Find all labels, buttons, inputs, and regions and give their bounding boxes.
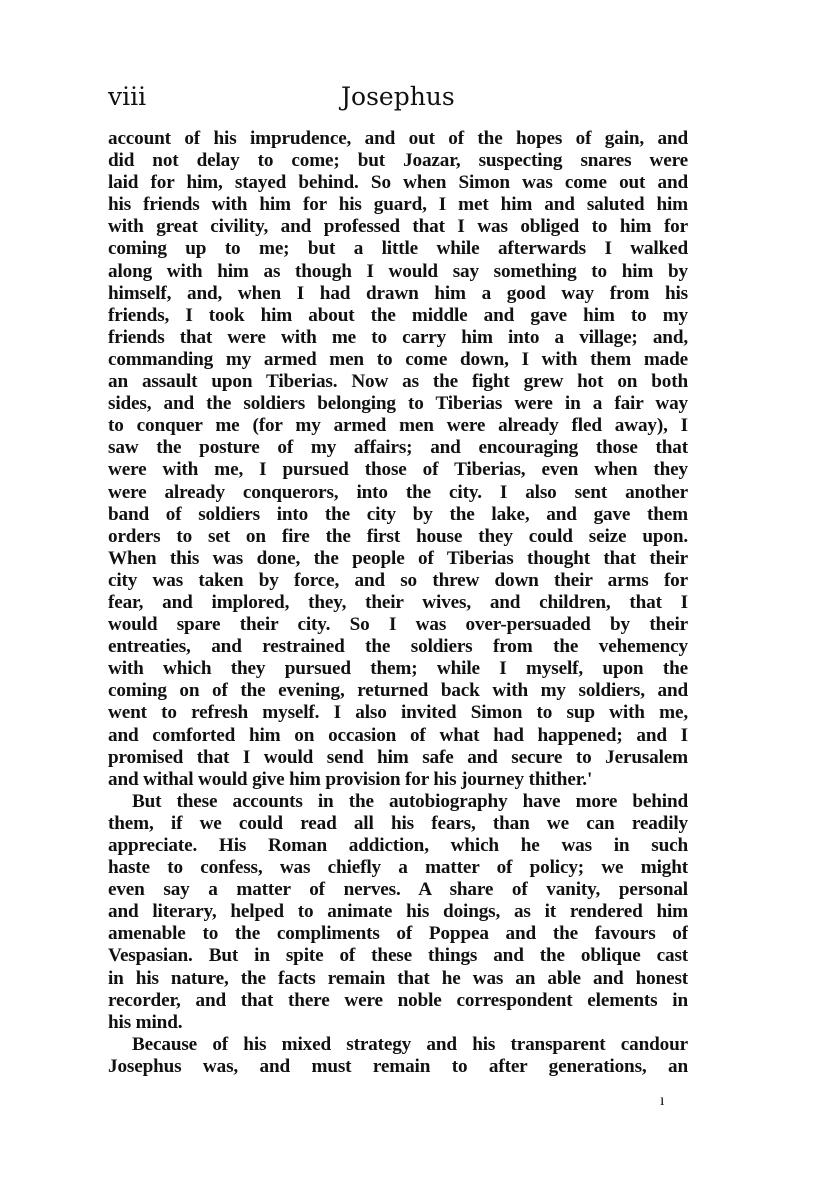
text-line: city was taken by force, and so threw down their arms for [108, 569, 688, 591]
text-line: fear, and implored, they, their wives, and children, that I [108, 591, 688, 613]
text-line: did not delay to come; but Joazar, suspecting snares were [108, 150, 688, 172]
text-line: friends, I took him about the middle and gave him to my [108, 304, 688, 326]
text-line: haste to confess, was chiefly a matter of policy; we might [108, 857, 688, 879]
text-line: coming up to me; but a little while afterwards I walked [108, 238, 688, 260]
text-line: and comforted him on occasion of what had happened; and I [108, 724, 688, 746]
footer-mark: ı [660, 1092, 665, 1109]
text-line: orders to set on fire the first house they could seize upon. [108, 525, 688, 547]
text-line: account of his imprudence, and out of the hopes of gain, and [108, 128, 688, 149]
text-line: in his nature, the facts remain that he was an able and honest [108, 967, 688, 989]
text-line: appreciate. His Roman addiction, which he was in such [108, 835, 688, 856]
text-line: saw the posture of my affairs; and encouraging those that [108, 437, 688, 459]
text-line: were already conquerors, into the city. I also sent another [108, 481, 688, 503]
text-line: with great civility, and professed that I was obliged to him for [108, 216, 688, 238]
text-line: Because of his mixed strategy and his transparent candour [132, 1033, 688, 1055]
text-line: and withal would give him provision for his journey thither.' [108, 768, 593, 790]
text-line: promised that I would send him safe and secure to Jerusalem [108, 746, 688, 768]
text-line: recorder, and that there were noble correspondent elements in [108, 989, 688, 1011]
text-line: coming on of the evening, returned back with my soldiers, and [108, 680, 688, 702]
page-number: viii [108, 82, 147, 111]
text-line: friends that were with me to carry him into a village; and, [108, 326, 688, 348]
text-line: were with me, I pursued those of Tiberias, even when they [108, 459, 688, 481]
text-line: them, if we could read all his fears, than we can readily [108, 812, 688, 834]
text-line: But these accounts in the autobiography have more behind [132, 790, 688, 812]
text-line: went to refresh myself. I also invited Simon to sup with me, [108, 702, 688, 724]
text-line: would spare their city. So I was over-persuaded by their [108, 614, 688, 636]
text-line: sides, and the soldiers belonging to Tiberias were in a fair way [108, 393, 688, 415]
text-line: to conquer me (for my armed men were already fled away), I [108, 415, 688, 437]
text-line: his mind. [108, 1011, 183, 1033]
body-text [108, 128, 688, 1078]
text-line: band of soldiers into the city by the lake, and gave them [108, 503, 688, 525]
page-header [108, 82, 708, 122]
text-line: Vespasian. But in spite of these things and the oblique cast [108, 945, 688, 967]
text-line: laid for him, stayed behind. So when Simon was come out and [108, 172, 688, 194]
text-line: his friends with him for his guard, I met him and saluted him [108, 194, 688, 216]
text-line: and literary, helped to animate his doings, as it rendered him [108, 901, 688, 923]
text-line: an assault upon Tiberias. Now as the fight grew hot on both [108, 371, 688, 393]
text-line: Josephus was, and must remain to after generations, an [108, 1055, 688, 1077]
text-line: amenable to the compliments of Poppea and the favours of [108, 923, 688, 945]
text-line: along with him as though I would say something to him by [108, 260, 688, 282]
running-title: Josephus [341, 82, 455, 111]
text-line: When this was done, the people of Tiberias thought that their [108, 547, 688, 569]
text-line: commanding my armed men to come down, I with them made [108, 348, 688, 370]
text-line: with which they pursued them; while I myself, upon the [108, 658, 688, 680]
text-line: himself, and, when I had drawn him a good way from his [108, 282, 688, 304]
text-line: entreaties, and restrained the soldiers from the vehemency [108, 636, 688, 658]
text-line: even say a matter of nerves. A share of vanity, personal [108, 879, 688, 901]
